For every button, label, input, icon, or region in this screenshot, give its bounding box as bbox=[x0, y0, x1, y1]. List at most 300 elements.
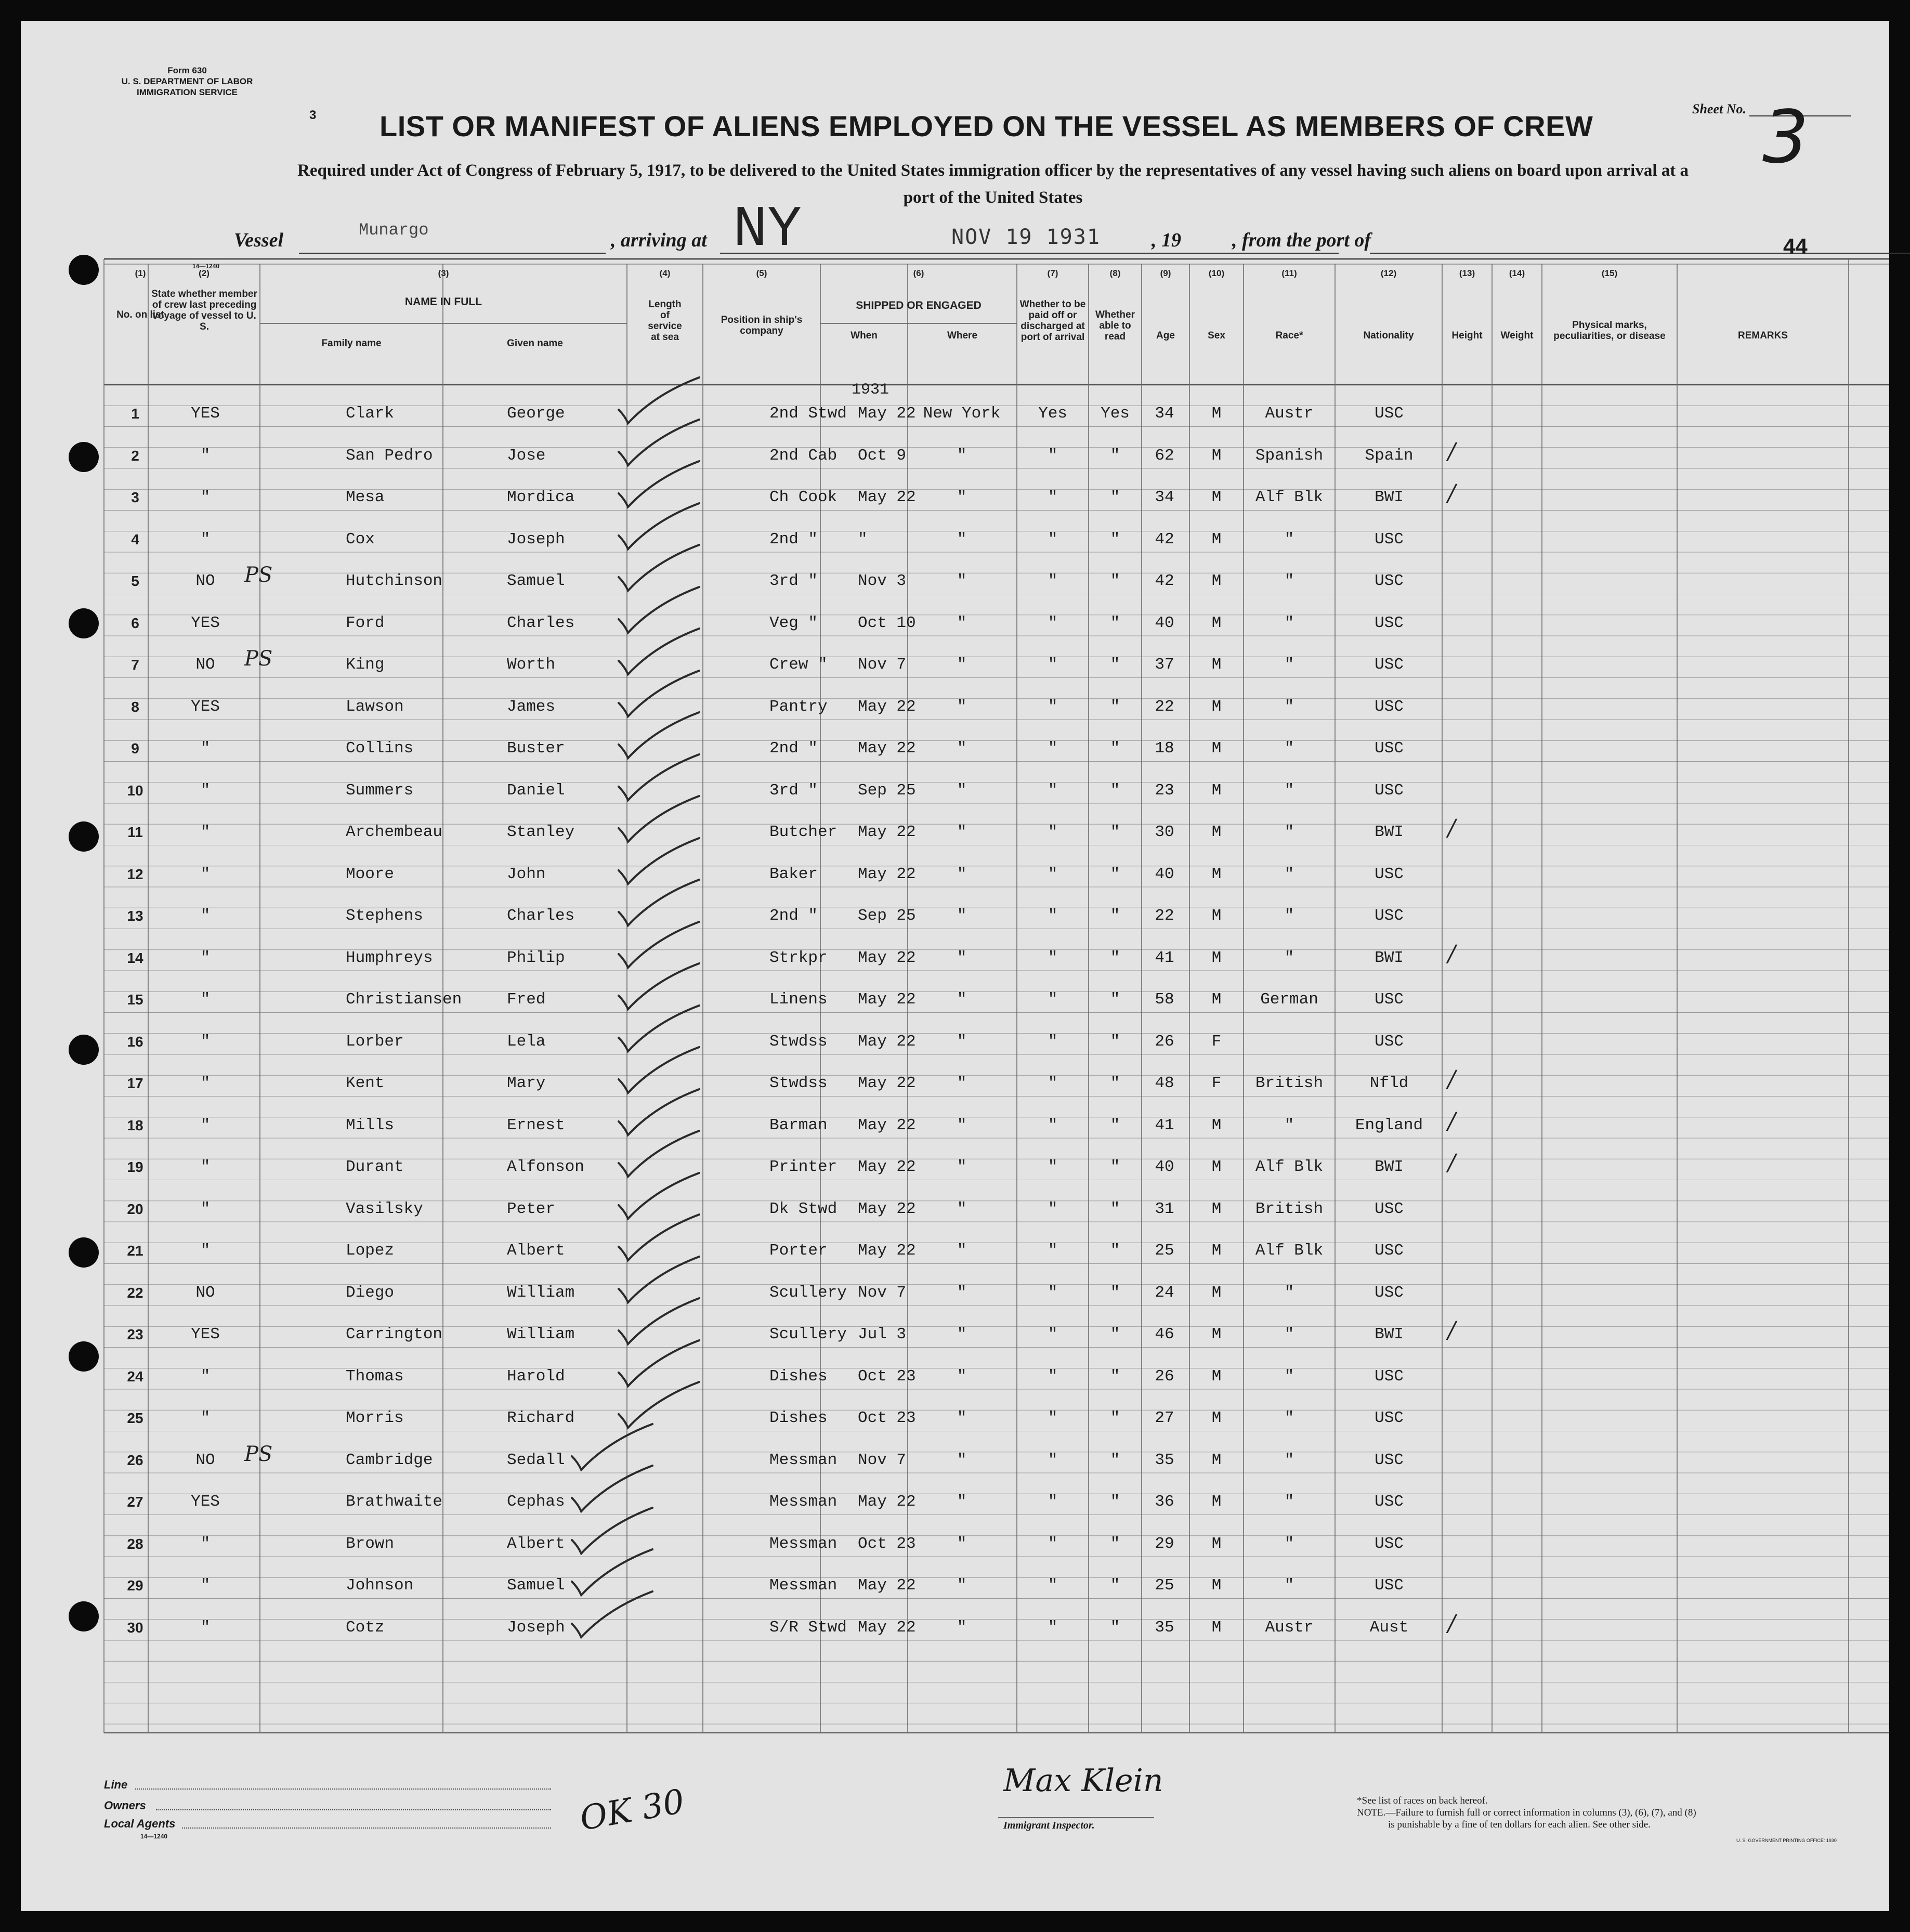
cell-when: May 22 bbox=[858, 739, 916, 758]
cell-when: May 22 bbox=[858, 865, 916, 883]
cell-no: 2 bbox=[131, 447, 139, 464]
cell-tick: / bbox=[1448, 1317, 1456, 1343]
cell-nationality: USC bbox=[1375, 1199, 1404, 1218]
col-name-label: NAME IN FULL bbox=[404, 296, 482, 308]
cell-position: Pantry bbox=[769, 697, 828, 716]
cell-family: Moore bbox=[346, 865, 395, 883]
cell-nationality: Aust bbox=[1369, 1618, 1409, 1637]
cell-where: " bbox=[957, 1116, 967, 1134]
cell-family: Thomas bbox=[346, 1367, 404, 1386]
cell-no: 14 bbox=[127, 949, 143, 966]
inspector-label: Immigrant Inspector. bbox=[1003, 1820, 1095, 1831]
cell-state: " bbox=[200, 1576, 211, 1595]
cell-no: 12 bbox=[127, 866, 143, 882]
cell-position: Dk Stwd bbox=[769, 1199, 838, 1218]
cell-nationality: BWI bbox=[1375, 948, 1404, 967]
cell-no: 19 bbox=[127, 1159, 143, 1175]
col-age-label: Age bbox=[1156, 330, 1175, 341]
cell-family: Humphreys bbox=[346, 948, 433, 967]
cell-given: James bbox=[507, 697, 556, 716]
cell-nationality: USC bbox=[1375, 697, 1404, 716]
cell-tick: / bbox=[1448, 1107, 1456, 1134]
cell-sex: M bbox=[1211, 1367, 1222, 1386]
cell-state: YES bbox=[191, 1493, 220, 1511]
cell-state: " bbox=[200, 739, 211, 758]
cell-where: " bbox=[957, 488, 967, 506]
cell-paid: " bbox=[1048, 1283, 1058, 1302]
cell-paid: Yes bbox=[1038, 404, 1067, 423]
cell-state: " bbox=[200, 1534, 211, 1553]
cell-given: William bbox=[507, 1283, 575, 1302]
cell-paid: " bbox=[1048, 1367, 1058, 1386]
col-height-num: (13) bbox=[1459, 268, 1475, 278]
cell-age: 42 bbox=[1155, 530, 1174, 549]
cell-family: Ford bbox=[346, 613, 385, 632]
cell-given: Sedall bbox=[507, 1451, 565, 1469]
cell-race: " bbox=[1284, 1325, 1294, 1343]
cell-initials: PS bbox=[244, 1442, 273, 1466]
cell-family: Collins bbox=[346, 739, 414, 758]
cell-no: 4 bbox=[131, 531, 139, 547]
cell-when: May 22 bbox=[858, 1576, 916, 1595]
cell-sex: M bbox=[1211, 1409, 1222, 1427]
sheet-number: 3 bbox=[1762, 95, 1809, 180]
cell-position: 3rd " bbox=[769, 572, 818, 590]
cell-age: 62 bbox=[1155, 446, 1174, 465]
cell-paid: " bbox=[1048, 1242, 1058, 1260]
cell-tick: / bbox=[1448, 1150, 1456, 1176]
cell-race: " bbox=[1284, 1493, 1294, 1511]
cell-state: " bbox=[200, 1074, 211, 1092]
cell-family: Cotz bbox=[346, 1618, 385, 1637]
cell-position: Ch Cook bbox=[769, 488, 838, 506]
cell-read: " bbox=[1110, 1493, 1120, 1511]
cell-age: 35 bbox=[1155, 1618, 1174, 1637]
cell-state: " bbox=[200, 1158, 211, 1176]
cell-race: " bbox=[1284, 739, 1294, 758]
cell-nationality: BWI bbox=[1375, 1158, 1404, 1176]
cell-state: " bbox=[200, 1199, 211, 1218]
cell-family: Lawson bbox=[346, 697, 404, 716]
cell-race: " bbox=[1284, 1367, 1294, 1386]
cell-race: " bbox=[1284, 530, 1294, 549]
cell-when: May 22 bbox=[858, 990, 916, 1009]
cell-state: NO bbox=[195, 1451, 215, 1469]
cell-given: Stanley bbox=[507, 823, 575, 841]
cell-paid: " bbox=[1048, 865, 1058, 883]
cell-sex: M bbox=[1211, 1116, 1222, 1134]
cell-position: 2nd " bbox=[769, 530, 818, 549]
cell-state: YES bbox=[191, 613, 220, 632]
cell-age: 22 bbox=[1155, 907, 1174, 925]
cell-paid: " bbox=[1048, 948, 1058, 967]
service: IMMIGRATION SERVICE bbox=[137, 87, 238, 97]
cell-no: 29 bbox=[127, 1577, 143, 1594]
cell-state: " bbox=[200, 1618, 211, 1637]
cell-state: " bbox=[200, 1032, 211, 1051]
cell-paid: " bbox=[1048, 1074, 1058, 1092]
col-given-label: Given name bbox=[507, 338, 563, 349]
cell-state: NO bbox=[195, 1283, 215, 1302]
cell-no: 18 bbox=[127, 1117, 143, 1133]
cell-sex: M bbox=[1211, 865, 1222, 883]
cell-given: Charles bbox=[507, 907, 575, 925]
margin-note: OK 30 bbox=[577, 1782, 687, 1838]
cell-where: " bbox=[957, 1325, 967, 1343]
cell-family: Brown bbox=[346, 1534, 395, 1553]
cell-family: Hutchinson bbox=[346, 572, 443, 590]
cell-position: Dishes bbox=[769, 1367, 828, 1386]
cell-race: German bbox=[1260, 990, 1318, 1009]
cell-no: 26 bbox=[127, 1452, 143, 1468]
cell-paid: " bbox=[1048, 1451, 1058, 1469]
cell-given: Lela bbox=[507, 1032, 546, 1051]
manifest-page bbox=[21, 21, 1889, 1911]
cell-race: Spanish bbox=[1255, 446, 1324, 465]
cell-family: Clark bbox=[346, 404, 395, 423]
cell-no: 27 bbox=[127, 1494, 143, 1510]
cell-given: Mordica bbox=[507, 488, 575, 506]
cell-sex: M bbox=[1211, 1451, 1222, 1469]
cell-sex: M bbox=[1211, 1158, 1222, 1176]
cell-race: " bbox=[1284, 1451, 1294, 1469]
col-weight-num: (14) bbox=[1509, 268, 1525, 278]
cell-state: " bbox=[200, 530, 211, 549]
col-no-num: (1) bbox=[135, 268, 146, 278]
cell-sex: M bbox=[1211, 656, 1222, 674]
cell-family: Johnson bbox=[346, 1576, 414, 1595]
cell-paid: " bbox=[1048, 1618, 1058, 1637]
cell-where: " bbox=[957, 1283, 967, 1302]
cell-age: 41 bbox=[1155, 1116, 1174, 1134]
cell-where: " bbox=[957, 572, 967, 590]
cell-nationality: BWI bbox=[1375, 823, 1404, 841]
cell-position: Baker bbox=[769, 865, 818, 883]
cell-sex: M bbox=[1211, 488, 1222, 506]
cell-sex: M bbox=[1211, 697, 1222, 716]
cell-when: May 22 bbox=[858, 697, 916, 716]
cell-when: May 22 bbox=[858, 1074, 916, 1092]
cell-family: Kent bbox=[346, 1074, 385, 1092]
cell-read: " bbox=[1110, 1074, 1120, 1092]
cell-nationality: BWI bbox=[1375, 488, 1404, 506]
cell-state: YES bbox=[191, 1325, 220, 1343]
cell-age: 36 bbox=[1155, 1493, 1174, 1511]
cell-paid: " bbox=[1048, 1409, 1058, 1427]
cell-paid: " bbox=[1048, 1158, 1058, 1176]
cell-sex: F bbox=[1211, 1074, 1222, 1092]
cell-read: " bbox=[1110, 446, 1120, 465]
cell-where: " bbox=[957, 1409, 967, 1427]
col-sex-num: (10) bbox=[1208, 268, 1225, 278]
cell-read: " bbox=[1110, 1283, 1120, 1302]
cell-race: British bbox=[1255, 1074, 1324, 1092]
cell-given: Harold bbox=[507, 1367, 565, 1386]
vessel-label: Vessel bbox=[234, 229, 283, 251]
cell-race: " bbox=[1284, 823, 1294, 841]
cell-no: 16 bbox=[127, 1033, 143, 1050]
cell-nationality: USC bbox=[1375, 907, 1404, 925]
check-mark bbox=[561, 1587, 665, 1644]
cell-nationality: USC bbox=[1375, 572, 1404, 590]
cell-nationality: USC bbox=[1375, 613, 1404, 632]
cell-read: " bbox=[1110, 948, 1120, 967]
cell-read: " bbox=[1110, 1534, 1120, 1553]
col-age-num: (9) bbox=[1160, 268, 1171, 278]
cell-nationality: USC bbox=[1375, 1283, 1404, 1302]
cell-position: Dishes bbox=[769, 1409, 828, 1427]
cell-nationality: USC bbox=[1375, 865, 1404, 883]
cell-paid: " bbox=[1048, 572, 1058, 590]
cell-read: " bbox=[1110, 865, 1120, 883]
cell-no: 25 bbox=[127, 1410, 143, 1426]
cell-where: " bbox=[957, 948, 967, 967]
col-shipped-label: SHIPPED OR ENGAGED bbox=[856, 299, 982, 311]
cell-where: " bbox=[957, 1158, 967, 1176]
line-label: Line bbox=[104, 1778, 128, 1791]
cell-race: " bbox=[1284, 1576, 1294, 1595]
cell-given: Mary bbox=[507, 1074, 546, 1092]
cell-when: May 22 bbox=[858, 1618, 916, 1637]
cell-sex: M bbox=[1211, 1493, 1222, 1511]
cell-where: " bbox=[957, 781, 967, 800]
cell-given: Albert bbox=[507, 1534, 565, 1553]
cell-position: 2nd Stwd bbox=[769, 404, 847, 423]
cell-age: 22 bbox=[1155, 697, 1174, 716]
cell-paid: " bbox=[1048, 1325, 1058, 1343]
cell-where: " bbox=[957, 907, 967, 925]
note-fine-1: NOTE.—Failure to furnish full or correct information in columns (3), (6), (7), and (8) bbox=[1357, 1807, 1696, 1818]
cell-race: Alf Blk bbox=[1255, 1158, 1324, 1176]
cell-no: 30 bbox=[127, 1619, 143, 1636]
col-paid-label: Whether to be paid off or discharged at port of arrival bbox=[1019, 299, 1086, 343]
cell-given: Cephas bbox=[507, 1493, 565, 1511]
cell-where: " bbox=[957, 1493, 967, 1511]
cell-sex: M bbox=[1211, 404, 1222, 423]
cell-family: King bbox=[346, 656, 385, 674]
cell-nationality: USC bbox=[1375, 1576, 1404, 1595]
cell-where: " bbox=[957, 823, 967, 841]
cell-where: " bbox=[957, 656, 967, 674]
cell-tick: / bbox=[1448, 1610, 1456, 1637]
gpo-imprint: U. S. GOVERNMENT PRINTING OFFICE: 1930 bbox=[1736, 1838, 1837, 1843]
cell-state: " bbox=[200, 781, 211, 800]
cell-read: " bbox=[1110, 1242, 1120, 1260]
cell-age: 40 bbox=[1155, 865, 1174, 883]
cell-given: Ernest bbox=[507, 1116, 565, 1134]
cell-nationality: USC bbox=[1375, 404, 1404, 423]
cell-position: 2nd " bbox=[769, 739, 818, 758]
cell-given: John bbox=[507, 865, 546, 883]
cell-state: " bbox=[200, 446, 211, 465]
owners-label: Owners bbox=[104, 1799, 146, 1812]
cell-no: 6 bbox=[131, 615, 139, 631]
cell-when: " bbox=[858, 530, 868, 549]
cell-given: Samuel bbox=[507, 572, 565, 590]
cell-race: British bbox=[1255, 1199, 1324, 1218]
cell-age: 24 bbox=[1155, 1283, 1174, 1302]
cell-when: Sep 25 bbox=[858, 781, 916, 800]
cell-race: " bbox=[1284, 1409, 1294, 1427]
cell-no: 15 bbox=[127, 991, 143, 1008]
cell-position: Stwdss bbox=[769, 1074, 828, 1092]
cell-where: New York bbox=[923, 404, 1001, 423]
cell-read: " bbox=[1110, 1409, 1120, 1427]
agents-label: Local Agents bbox=[104, 1817, 176, 1830]
cell-sex: M bbox=[1211, 990, 1222, 1009]
cell-state: " bbox=[200, 907, 211, 925]
cell-nationality: USC bbox=[1375, 1493, 1404, 1511]
cell-when: May 22 bbox=[858, 1158, 916, 1176]
arriving-label: , arriving at bbox=[611, 229, 707, 251]
line-underline bbox=[135, 1789, 551, 1790]
cell-position: Messman bbox=[769, 1493, 838, 1511]
cell-age: 26 bbox=[1155, 1032, 1174, 1051]
cell-no: 1 bbox=[131, 406, 139, 422]
col-physical-num: (15) bbox=[1601, 268, 1618, 278]
cell-family: Mesa bbox=[346, 488, 385, 506]
cell-sex: M bbox=[1211, 739, 1222, 758]
cell-where: " bbox=[957, 1451, 967, 1469]
cell-paid: " bbox=[1048, 739, 1058, 758]
cell-no: 5 bbox=[131, 573, 139, 589]
vessel-name: Munargo bbox=[359, 220, 429, 240]
form-number: Form 630 bbox=[167, 66, 207, 75]
cell-no: 24 bbox=[127, 1368, 143, 1385]
cell-where: " bbox=[957, 1074, 967, 1092]
cell-nationality: USC bbox=[1375, 1451, 1404, 1469]
cell-nationality: USC bbox=[1375, 739, 1404, 758]
cell-initials: PS bbox=[244, 563, 273, 587]
cell-where: " bbox=[957, 1576, 967, 1595]
cell-read: " bbox=[1110, 990, 1120, 1009]
cell-tick: / bbox=[1448, 438, 1456, 465]
cell-given: Daniel bbox=[507, 781, 565, 800]
cell-age: 46 bbox=[1155, 1325, 1174, 1343]
cell-no: 22 bbox=[127, 1284, 143, 1301]
cell-nationality: USC bbox=[1375, 1534, 1404, 1553]
cell-position: Butcher bbox=[769, 823, 838, 841]
col-race-label: Race* bbox=[1275, 330, 1303, 341]
cell-position: Strkpr bbox=[769, 948, 828, 967]
cell-family: Cambridge bbox=[346, 1451, 433, 1469]
cell-race: " bbox=[1284, 1283, 1294, 1302]
owners-underline bbox=[156, 1809, 551, 1810]
cell-race: Austr bbox=[1265, 404, 1314, 423]
cell-no: 13 bbox=[127, 908, 143, 924]
cell-position: Messman bbox=[769, 1451, 838, 1469]
cell-given: Richard bbox=[507, 1409, 575, 1427]
cell-age: 31 bbox=[1155, 1199, 1174, 1218]
cell-paid: " bbox=[1048, 697, 1058, 716]
cell-read: " bbox=[1110, 907, 1120, 925]
cell-when: Oct 9 bbox=[858, 446, 907, 465]
cell-race: Alf Blk bbox=[1255, 1242, 1324, 1260]
cell-read: " bbox=[1110, 530, 1120, 549]
cell-age: 30 bbox=[1155, 823, 1174, 841]
cell-read: " bbox=[1110, 697, 1120, 716]
cell-given: Worth bbox=[507, 656, 556, 674]
cell-position: S/R Stwd bbox=[769, 1618, 847, 1637]
cell-given: Buster bbox=[507, 739, 565, 758]
cell-paid: " bbox=[1048, 1493, 1058, 1511]
cell-read: " bbox=[1110, 1116, 1120, 1134]
cell-state: " bbox=[200, 948, 211, 967]
cell-family: Durant bbox=[346, 1158, 404, 1176]
cell-read: " bbox=[1110, 1367, 1120, 1386]
cell-race: " bbox=[1284, 1116, 1294, 1134]
cell-given: Charles bbox=[507, 613, 575, 632]
cell-race: " bbox=[1284, 572, 1294, 590]
cell-family: Stephens bbox=[346, 907, 423, 925]
cell-age: 27 bbox=[1155, 1409, 1174, 1427]
cell-no: 21 bbox=[127, 1243, 143, 1259]
cell-where: " bbox=[957, 530, 967, 549]
col-remarks-label: REMARKS bbox=[1737, 330, 1788, 341]
cell-no: 10 bbox=[127, 782, 143, 799]
cell-family: Diego bbox=[346, 1283, 395, 1302]
cell-when: May 22 bbox=[858, 1032, 916, 1051]
cell-paid: " bbox=[1048, 613, 1058, 632]
cell-age: 34 bbox=[1155, 404, 1174, 423]
cell-when: May 22 bbox=[858, 404, 916, 423]
cell-age: 23 bbox=[1155, 781, 1174, 800]
cell-race: Alf Blk bbox=[1255, 488, 1324, 506]
cell-paid: " bbox=[1048, 781, 1058, 800]
cell-family: Archembeau bbox=[346, 823, 443, 841]
cell-sex: M bbox=[1211, 446, 1222, 465]
cell-paid: " bbox=[1048, 1534, 1058, 1553]
cell-sex: M bbox=[1211, 907, 1222, 925]
cell-where: " bbox=[957, 613, 967, 632]
cell-read: " bbox=[1110, 739, 1120, 758]
cell-when: May 22 bbox=[858, 1199, 916, 1218]
cell-read: " bbox=[1110, 572, 1120, 590]
cell-family: San Pedro bbox=[346, 446, 433, 465]
cell-read: " bbox=[1110, 1451, 1120, 1469]
cell-position: Messman bbox=[769, 1534, 838, 1553]
cell-race: " bbox=[1284, 948, 1294, 967]
page-title: LIST OR MANIFEST OF ALIENS EMPLOYED ON THE VESSEL AS MEMBERS OF CREW bbox=[380, 110, 1593, 142]
cell-age: 35 bbox=[1155, 1451, 1174, 1469]
cell-given: Albert bbox=[507, 1242, 565, 1260]
cell-paid: " bbox=[1048, 823, 1058, 841]
arriving-port: NY bbox=[733, 198, 802, 263]
cell-nationality: USC bbox=[1375, 656, 1404, 674]
cell-paid: " bbox=[1048, 907, 1058, 925]
cell-age: 29 bbox=[1155, 1534, 1174, 1553]
cell-age: 42 bbox=[1155, 572, 1174, 590]
cell-read: " bbox=[1110, 1325, 1120, 1343]
inspector-signature: Max Klein bbox=[1003, 1763, 1163, 1799]
cell-given: Joseph bbox=[507, 1618, 565, 1637]
cell-sex: M bbox=[1211, 823, 1222, 841]
agents-underline bbox=[182, 1827, 551, 1829]
cell-no: 8 bbox=[131, 698, 139, 715]
cell-age: 25 bbox=[1155, 1242, 1174, 1260]
year-label: , 19 bbox=[1152, 229, 1181, 251]
note-fine-2: is punishable by a fine of ten dollars for each alien. See other side. bbox=[1388, 1819, 1651, 1830]
cell-position: Messman bbox=[769, 1576, 838, 1595]
cell-race: " bbox=[1284, 865, 1294, 883]
cell-when: May 22 bbox=[858, 488, 916, 506]
cell-when: Sep 25 bbox=[858, 907, 916, 925]
col-height-label: Height bbox=[1451, 330, 1483, 341]
cell-paid: " bbox=[1048, 1116, 1058, 1134]
subtitle-line-1: Required under Act of Congress of February 5, 1917, to be delivered to the United States immigration officer by the representatives of any vessel having such aliens on board upon arrival at a bbox=[297, 161, 1689, 180]
cell-position: Porter bbox=[769, 1242, 828, 1260]
col-paid-num: (7) bbox=[1047, 268, 1058, 278]
